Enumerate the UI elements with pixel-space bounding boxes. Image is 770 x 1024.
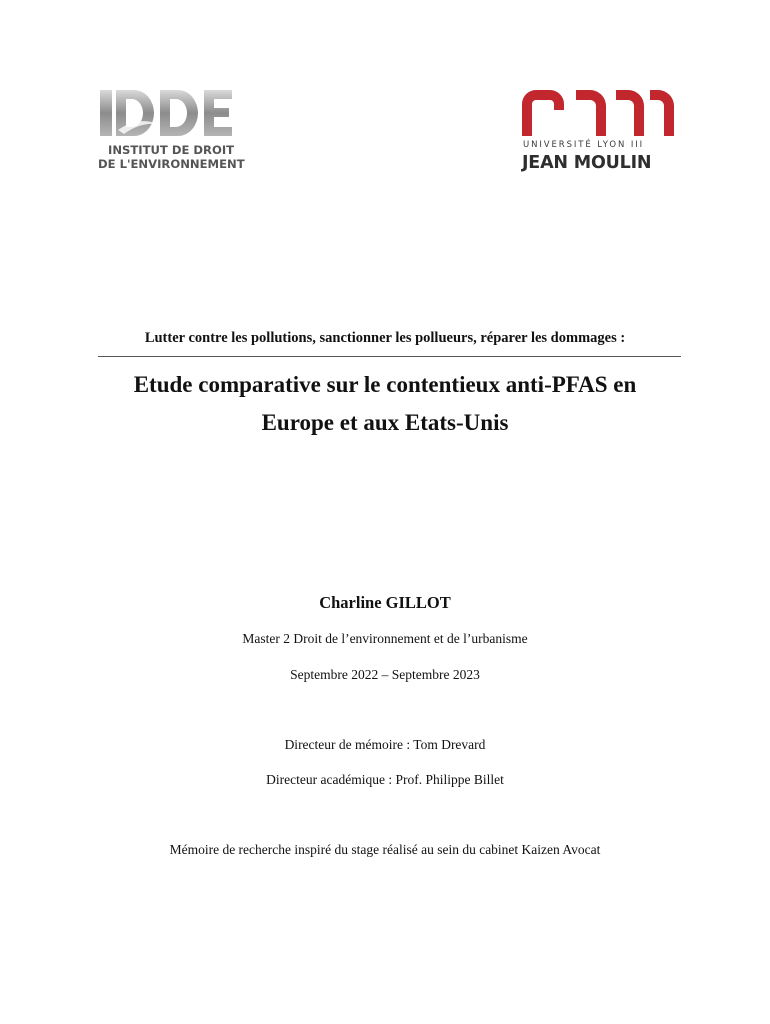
degree-text: Master 2 Droit de l’environnement et de l’urbanisme	[242, 631, 528, 646]
period-text: Septembre 2022 – Septembre 2023	[290, 667, 480, 682]
author-name: Charline GILLOT	[319, 593, 451, 612]
idde-caption-line1: INSTITUT DE DROIT	[108, 143, 235, 157]
idde-emblem	[98, 86, 248, 142]
title-line-1: Etude comparative sur le contentieux anti-PFAS en	[133, 372, 637, 397]
document-title	[0, 366, 770, 442]
thesis-director-text: Directeur de mémoire : Tom Drevard	[284, 737, 486, 752]
jean-moulin-label: JEAN MOULIN	[522, 153, 652, 173]
document-subtitle: Lutter contre les pollutions, sanctionner les pollueurs, réparer les dommages :	[144, 330, 626, 346]
internship-note: Mémoire de recherche inspiré du stage réalisé au sein du cabinet Kaizen Avocat	[169, 842, 601, 857]
academic-director-text: Directeur académique : Prof. Philippe Billet	[266, 772, 504, 787]
idde-caption-line2: DE L'ENVIRONNEMENT	[98, 157, 245, 171]
lyon-university-label: UNIVERSITÉ LYON III	[523, 140, 645, 150]
jean-moulin-logo	[520, 90, 676, 176]
title-line-2: Europe et aux Etats-Unis	[261, 410, 509, 435]
lyon-arches-icon	[520, 90, 676, 136]
idde-logo	[98, 86, 248, 178]
title-divider	[98, 356, 681, 357]
